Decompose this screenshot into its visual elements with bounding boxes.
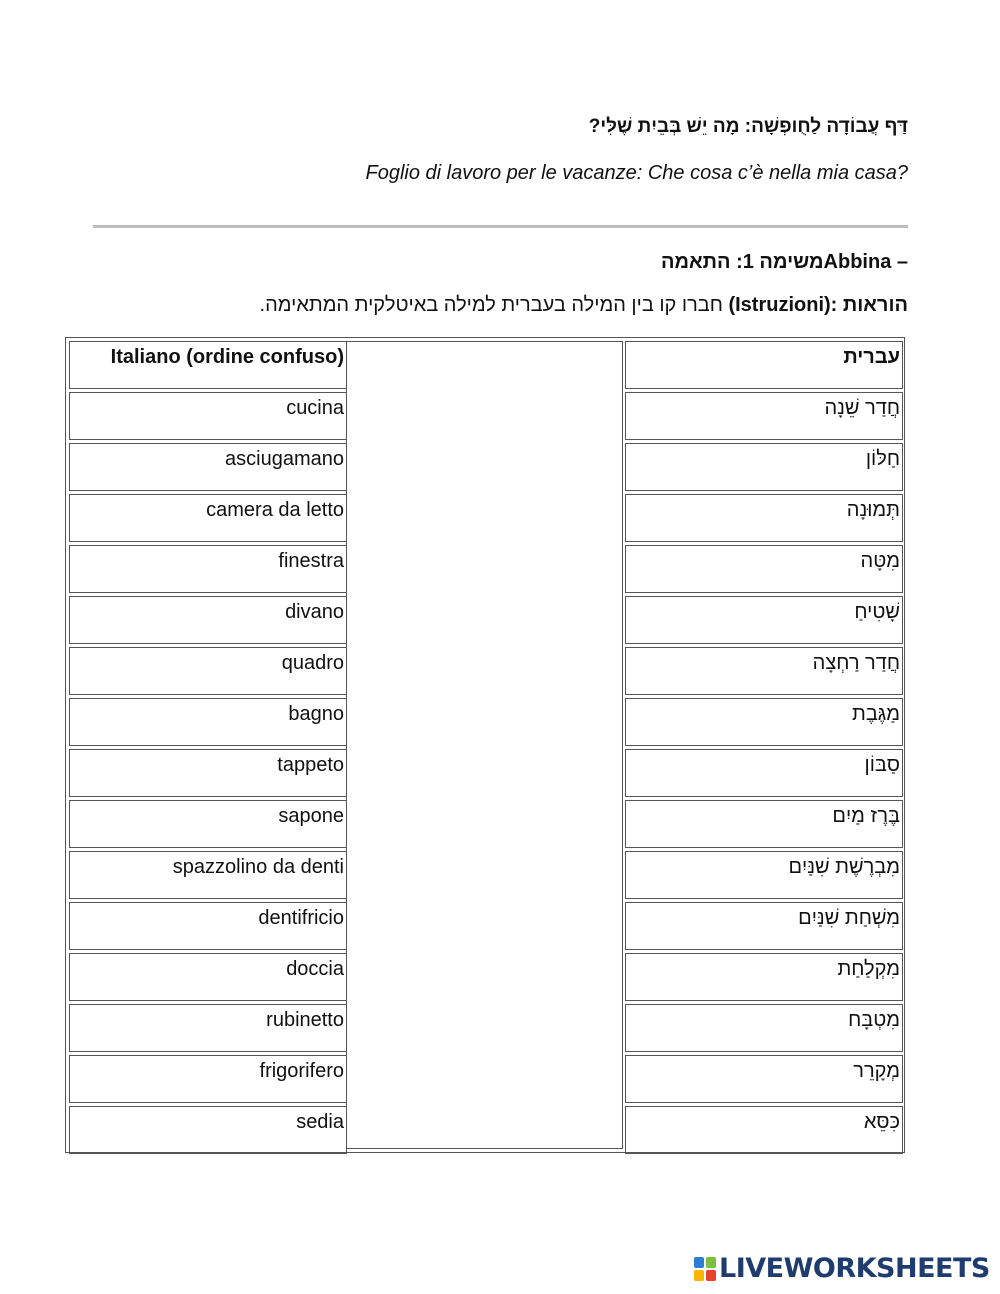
italian-word-cell[interactable]: sapone <box>69 800 347 848</box>
hebrew-word-cell[interactable]: חֲדַר שֵׁנָה <box>625 392 903 440</box>
italian-column <box>69 341 347 1154</box>
liveworksheets-logo <box>694 1253 990 1284</box>
italian-word-cell[interactable]: quadro <box>69 647 347 695</box>
hebrew-word-cell[interactable]: סַבּוֹן <box>625 749 903 797</box>
instructions-text: חברו קו בין המילה בעברית למילה באיטלקית המתאימה. <box>259 294 723 316</box>
italian-word-cell[interactable]: asciugamano <box>69 443 347 491</box>
logo-square-red <box>706 1270 716 1281</box>
italian-word-cell[interactable]: divano <box>69 596 347 644</box>
hebrew-word-cell[interactable]: מִטָּה <box>625 545 903 593</box>
italian-word-cell[interactable]: spazzolino da denti <box>69 851 347 899</box>
italian-word-cell[interactable]: rubinetto <box>69 1004 347 1052</box>
liveworksheets-logo-icon <box>694 1257 716 1281</box>
logo-square-yellow <box>694 1270 704 1281</box>
hebrew-header: עברית <box>625 341 903 389</box>
italian-word-cell[interactable]: dentifricio <box>69 902 347 950</box>
hebrew-column <box>625 341 903 1154</box>
hebrew-word-cell[interactable]: חֲדַר רַחְצָה <box>625 647 903 695</box>
matching-table <box>65 337 905 1153</box>
italian-word-cell[interactable]: finestra <box>69 545 347 593</box>
logo-square-green <box>706 1257 716 1268</box>
instructions-label: הוראות :(Istruzioni) <box>728 294 908 316</box>
italian-word-cell[interactable]: sedia <box>69 1106 347 1154</box>
hebrew-word-cell[interactable]: מִקְלַחַת <box>625 953 903 1001</box>
task-title: משימה 1: התאמהAbbina – <box>660 251 908 273</box>
worksheet-title-hebrew: דַּף עֲבוֹדָה לַחֻופְשָׁה: מָה יֵשׁ בְּבֵיִת שֶׁלִּי? <box>588 116 908 137</box>
logo-square-blue <box>694 1257 704 1268</box>
hebrew-word-cell[interactable]: תְּמוּנָה <box>625 494 903 542</box>
liveworksheets-logo-text: LIVEWORKSHEETS <box>719 1253 990 1284</box>
italian-word-cell[interactable]: tappeto <box>69 749 347 797</box>
italian-word-cell[interactable]: cucina <box>69 392 347 440</box>
matching-area[interactable] <box>346 341 623 1149</box>
italian-word-cell[interactable]: frigorifero <box>69 1055 347 1103</box>
hebrew-word-cell[interactable]: שָׁטִיחַ <box>625 596 903 644</box>
hebrew-word-cell[interactable]: חַלּוֹן <box>625 443 903 491</box>
hebrew-word-cell[interactable]: מִטְבָּח <box>625 1004 903 1052</box>
hebrew-word-cell[interactable]: מִשְׁחַת שִׁנַּיִם <box>625 902 903 950</box>
italian-word-cell[interactable]: bagno <box>69 698 347 746</box>
italian-word-cell[interactable]: doccia <box>69 953 347 1001</box>
hebrew-word-cell[interactable]: מַגֶּבֶת <box>625 698 903 746</box>
hebrew-word-cell[interactable]: מִבְרֶשֶׁת שִׁנַּיִם <box>625 851 903 899</box>
hebrew-word-cell[interactable]: כִּסֵּא <box>625 1106 903 1154</box>
italian-header: Italiano (ordine confuso) <box>69 341 347 389</box>
horizontal-divider <box>93 225 908 228</box>
hebrew-word-cell[interactable]: מְקָרֵר <box>625 1055 903 1103</box>
worksheet-title-italian: Foglio di lavoro per le vacanze: Che cosa c’è nella mia casa? <box>365 162 908 184</box>
hebrew-word-cell[interactable]: בֶּרֶז מַיִם <box>625 800 903 848</box>
instructions <box>260 294 908 317</box>
italian-word-cell[interactable]: camera da letto <box>69 494 347 542</box>
